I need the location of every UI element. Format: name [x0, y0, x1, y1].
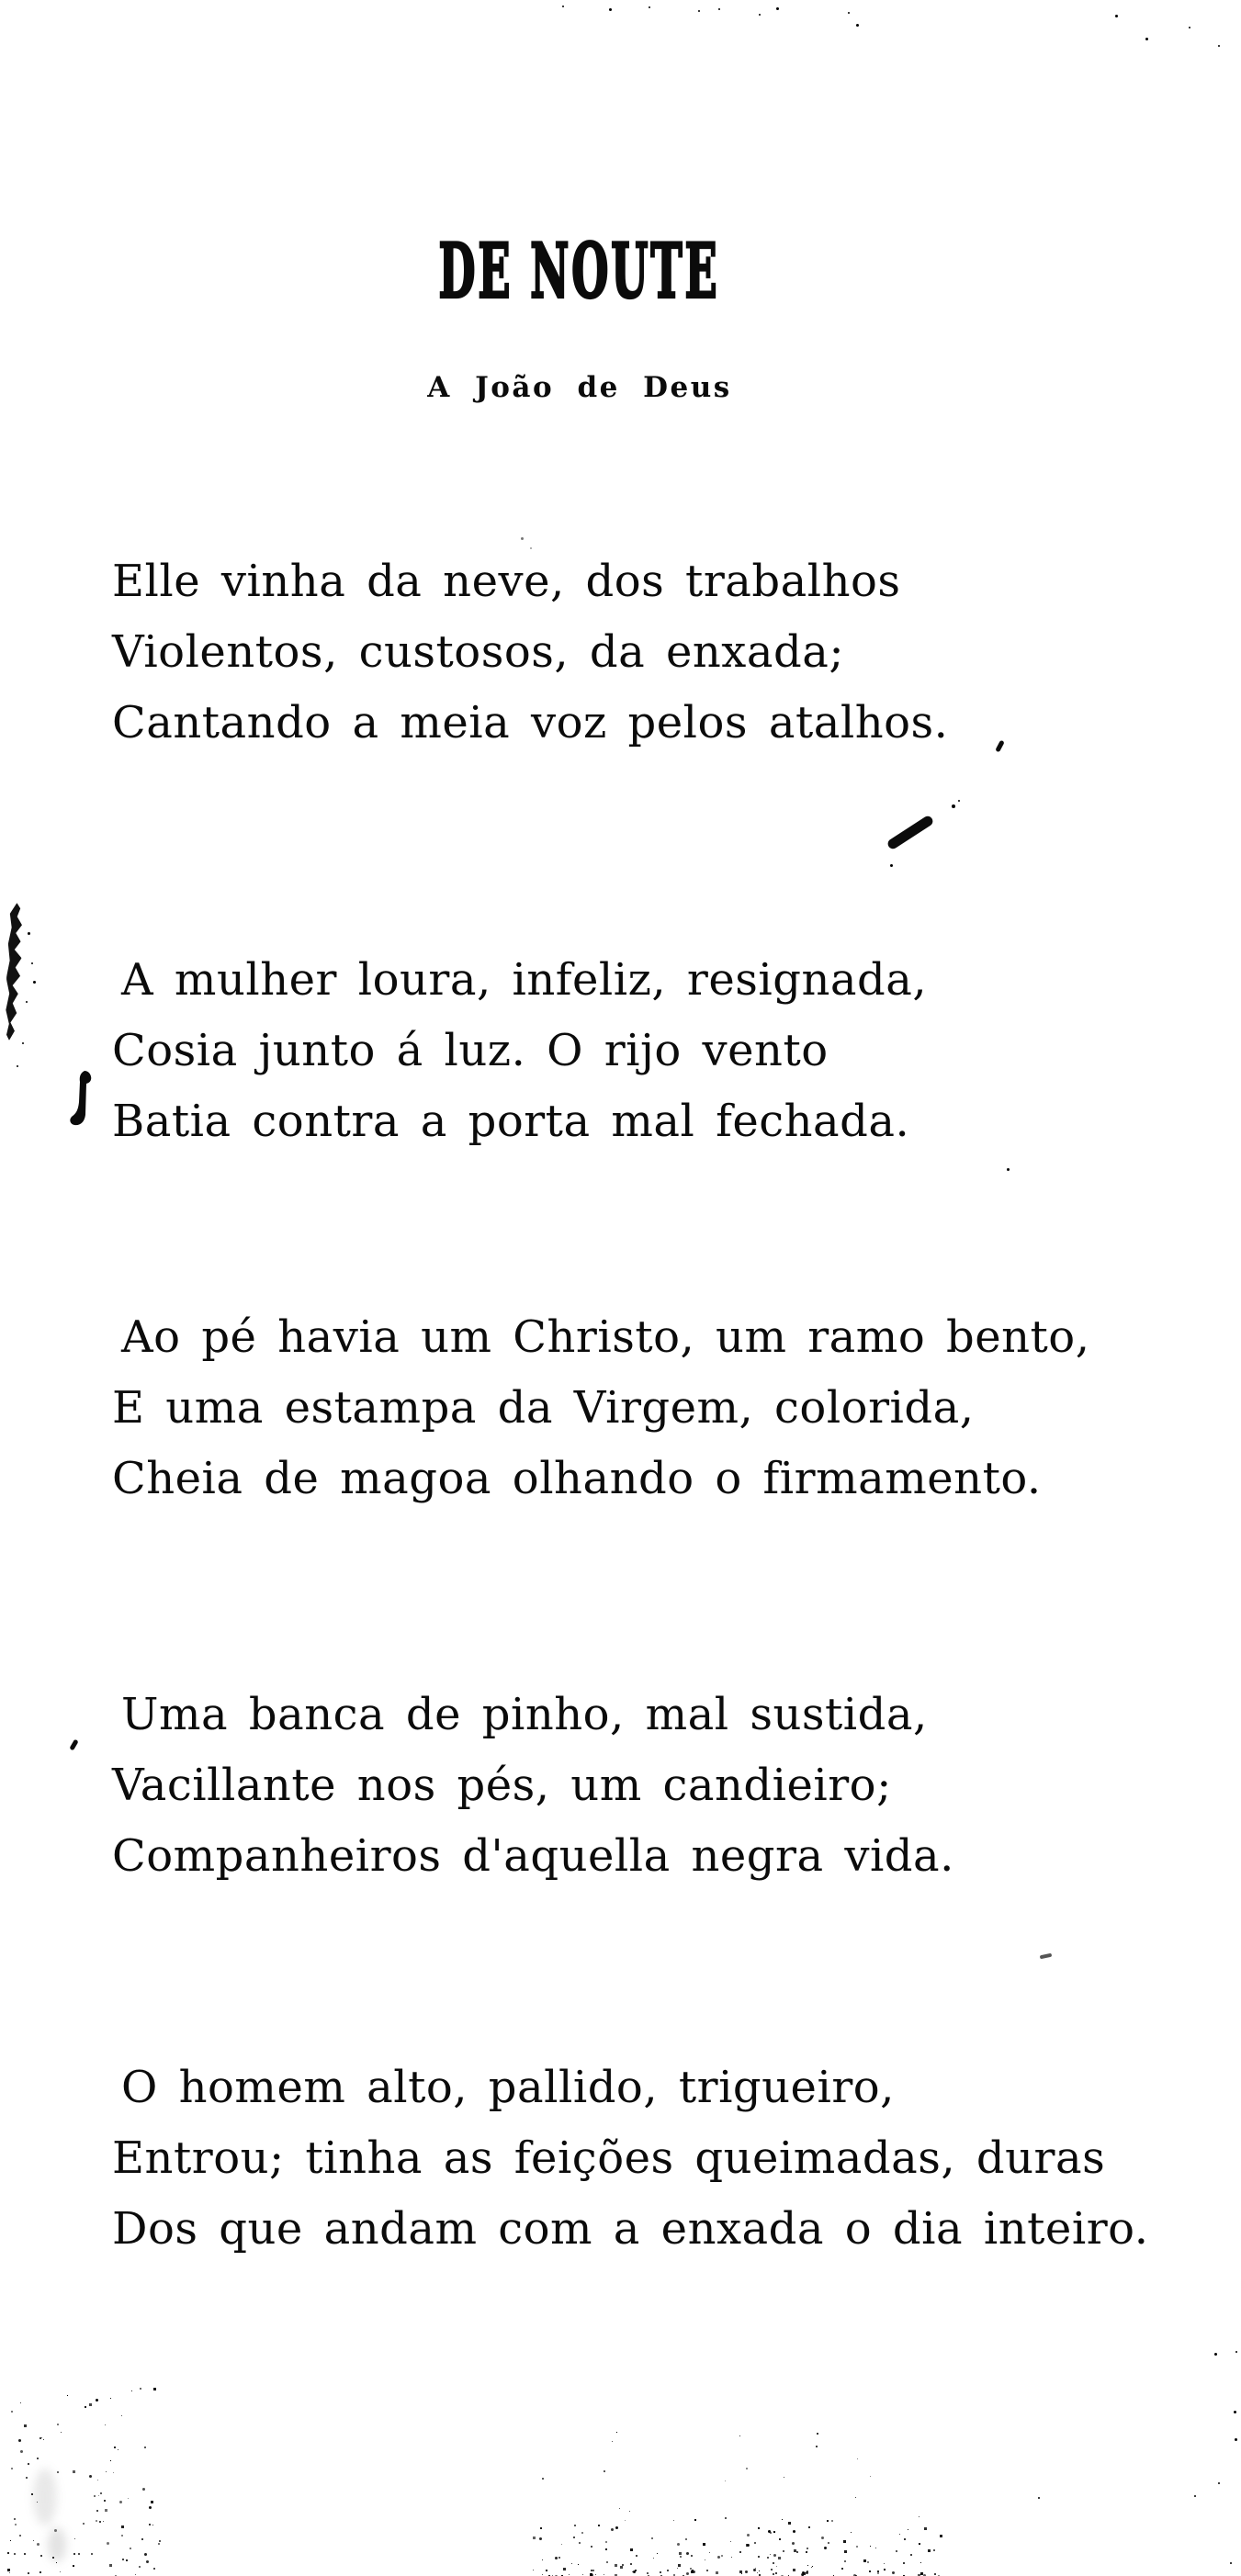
noise-dot [647, 2572, 649, 2574]
speck [952, 804, 955, 808]
ink-tick-mark [995, 740, 1005, 753]
poem-line: Cheia de magoa olhando o firmamento. [112, 1453, 1042, 1504]
noise-dot [794, 2549, 796, 2552]
noise-dot [625, 2520, 626, 2521]
noise-dot [598, 2525, 600, 2526]
noise-dot [896, 2550, 897, 2552]
speck [776, 7, 779, 10]
noise-dot [119, 2501, 122, 2503]
noise-dot [142, 2488, 145, 2491]
noise-dot [759, 2570, 760, 2571]
noise-dot [100, 2492, 102, 2494]
noise-dot [612, 2441, 613, 2442]
noise-dot [563, 2568, 566, 2570]
noise-dot [783, 2550, 784, 2552]
noise-dot [934, 2573, 936, 2575]
noise-dot [870, 2476, 871, 2477]
corner-smudge [33, 2469, 57, 2525]
noise-dot [806, 2571, 808, 2574]
noise-dot [128, 2498, 129, 2499]
noise-dot [651, 2537, 653, 2539]
noise-dot [808, 2526, 810, 2528]
noise-dot [725, 2517, 727, 2519]
noise-dot [26, 2477, 28, 2479]
poem-line: Uma banca de pinho, mal sustida, [121, 1689, 928, 1740]
noise-dot [149, 2506, 152, 2509]
noise-dot [581, 2532, 583, 2534]
noise-dot [605, 2541, 607, 2543]
speck [1218, 45, 1220, 47]
speck [1235, 2351, 1237, 2353]
noise-dot [57, 2471, 59, 2473]
noise-dot [757, 2572, 758, 2573]
noise-dot [146, 2560, 149, 2563]
noise-dot [678, 2564, 681, 2567]
stanza-4 [112, 1680, 954, 1892]
noise-dot [110, 2398, 111, 2399]
noise-dot [11, 2411, 13, 2413]
noise-dot [139, 2566, 141, 2568]
noise-dot [920, 2562, 921, 2563]
noise-dot [590, 2573, 592, 2576]
noise-dot [91, 2553, 93, 2555]
noise-dot [153, 2388, 156, 2390]
noise-dot [144, 2553, 147, 2556]
noise-dot [52, 2557, 54, 2559]
noise-dot [745, 2570, 748, 2573]
noise-dot [94, 2495, 96, 2497]
noise-dot [869, 2570, 871, 2572]
speck [609, 8, 612, 11]
noise-dot [691, 2555, 693, 2557]
noise-dot [140, 2388, 141, 2390]
noise-dot [892, 2571, 895, 2574]
noise-dot [758, 2527, 760, 2529]
noise-dot [571, 2563, 572, 2564]
noise-dot [806, 2551, 807, 2553]
noise-dot [37, 2543, 39, 2546]
noise-dot [158, 2543, 160, 2545]
stanza-5 [112, 2053, 1148, 2265]
noise-dot [591, 2546, 592, 2548]
noise-dot [824, 2547, 827, 2549]
noise-dot [7, 2569, 10, 2571]
noise-dot [606, 2561, 608, 2563]
noise-dot [746, 2544, 749, 2547]
noise-dot [630, 2548, 633, 2551]
noise-dot [57, 2424, 59, 2425]
noise-dot [558, 2557, 560, 2559]
noise-dot [104, 2500, 106, 2502]
noise-dot [693, 2570, 695, 2573]
noise-dot [773, 2554, 776, 2557]
margin-ink-blot [68, 1071, 99, 1126]
noise-dot [739, 2551, 741, 2553]
speck [848, 12, 850, 14]
noise-dot [595, 2574, 596, 2575]
corner-smudge [48, 2527, 66, 2562]
noise-dot [679, 2552, 682, 2555]
speck [759, 14, 761, 16]
noise-dot [778, 2557, 781, 2559]
noise-dot [539, 2537, 542, 2540]
noise-dot [604, 2470, 605, 2472]
noise-dot [114, 2447, 116, 2448]
noise-dot [151, 2501, 153, 2503]
noise-dot [11, 2468, 13, 2469]
noise-dot [130, 2548, 131, 2549]
speck [521, 537, 524, 540]
noise-dot [20, 2402, 21, 2403]
noise-dot [15, 2524, 17, 2525]
noise-dot [14, 2518, 16, 2520]
noise-dot [758, 2556, 760, 2558]
speck [530, 547, 532, 549]
noise-dot [28, 2572, 29, 2574]
noise-dot [40, 2555, 42, 2557]
speck [1235, 2438, 1237, 2441]
speck [718, 8, 720, 10]
noise-dot [131, 2390, 132, 2391]
noise-dot [629, 2511, 630, 2512]
noise-dot [616, 2432, 617, 2433]
noise-dot [14, 2553, 16, 2555]
speck [816, 2446, 818, 2447]
noise-dot [677, 2543, 680, 2546]
noise-dot [96, 2520, 97, 2522]
poem-line: Vacillante nos pés, um candieiro; [112, 1760, 892, 1811]
noise-dot [619, 2508, 620, 2509]
noise-dot [877, 2572, 879, 2574]
noise-dot [73, 2565, 74, 2567]
noise-dot [121, 2535, 123, 2537]
noise-dot [96, 2399, 98, 2402]
noise-dot [24, 2553, 26, 2555]
speck [562, 6, 564, 7]
noise-dot [773, 2562, 774, 2564]
noise-dot [103, 2521, 104, 2522]
noise-dot [899, 2534, 900, 2535]
noise-dot [667, 2570, 669, 2571]
noise-dot [673, 2520, 674, 2521]
noise-dot [582, 2574, 583, 2575]
speck [1189, 27, 1190, 28]
noise-dot [877, 2570, 879, 2572]
noise-dot [753, 2569, 756, 2571]
speck [22, 1042, 24, 1044]
poem-dedication: A João de Deus [427, 371, 732, 404]
noise-dot [105, 2509, 107, 2512]
poem-line: O homem alto, pallido, trigueiro, [121, 2062, 895, 2113]
noise-dot [89, 2475, 92, 2478]
noise-dot [657, 2553, 658, 2554]
speck [31, 962, 33, 964]
noise-dot [578, 2564, 579, 2565]
noise-dot [579, 2542, 581, 2544]
speck [856, 24, 859, 27]
noise-dot [660, 2571, 661, 2573]
noise-dot [793, 2569, 795, 2571]
noise-dot [542, 2574, 543, 2575]
noise-dot [149, 2524, 151, 2525]
noise-dot [775, 2572, 777, 2574]
noise-dot [716, 2571, 718, 2574]
noise-dot [767, 2557, 769, 2559]
noise-dot [33, 2540, 34, 2541]
noise-dot [159, 2540, 161, 2542]
noise-dot [747, 2534, 750, 2537]
noise-dot [793, 2530, 795, 2533]
noise-dot [782, 2519, 783, 2520]
speck [1218, 2482, 1220, 2484]
noise-dot [773, 2531, 775, 2533]
noise-dot [19, 2535, 21, 2537]
noise-dot [768, 2530, 771, 2533]
noise-dot [770, 2554, 771, 2555]
noise-dot [85, 2406, 86, 2408]
noise-dot [694, 2519, 696, 2521]
noise-dot [741, 2573, 742, 2574]
noise-dot [771, 2569, 773, 2570]
noise-dot [107, 2542, 109, 2545]
speck [649, 6, 650, 8]
noise-dot [122, 2559, 124, 2560]
noise-dot [776, 2566, 777, 2567]
noise-dot [924, 2527, 927, 2530]
speck [890, 864, 893, 867]
title-row [0, 228, 1159, 316]
noise-dot [620, 2566, 623, 2569]
noise-dot [569, 2574, 570, 2575]
speck [958, 800, 960, 802]
stanza-3 [112, 1302, 1089, 1514]
noise-dot [41, 2437, 42, 2438]
speck [1230, 2562, 1232, 2564]
noise-dot [709, 2552, 710, 2553]
speck [1214, 2353, 1217, 2356]
noise-dot [573, 2537, 575, 2538]
noise-dot [843, 2540, 846, 2543]
noise-dot [739, 2435, 740, 2436]
noise-dot [546, 2570, 547, 2571]
speck [1007, 1168, 1010, 1171]
noise-dot [540, 2527, 542, 2529]
noise-dot [653, 2558, 654, 2559]
noise-dot [841, 2568, 843, 2570]
noise-dot [680, 2556, 682, 2558]
noise-dot [630, 2563, 632, 2565]
poem-line: Companheiros d'aquella negra vida. [112, 1830, 954, 1882]
noise-dot [821, 2537, 824, 2539]
noise-dot [856, 2546, 858, 2548]
noise-dot [940, 2535, 942, 2537]
poem-line: Ao pé havia um Christo, um ramo bento, [121, 1311, 1090, 1363]
stanza-1 [112, 546, 948, 759]
poem-line: Violentos, custosos, da enxada; [112, 626, 844, 678]
poem-line: Entrou; tinha as feições queimadas, duras [112, 2132, 1106, 2184]
noise-dot [831, 2520, 833, 2522]
speck [698, 10, 700, 12]
noise-dot [533, 2537, 536, 2539]
speck [26, 1001, 28, 1003]
noise-dot [31, 2493, 33, 2495]
noise-dot [828, 2542, 829, 2544]
noise-dot [904, 2538, 906, 2540]
poem-line: Cantando a meia voz pelos atalhos. [112, 697, 949, 748]
noise-dot [706, 2570, 708, 2571]
ink-tick-mark [69, 1739, 78, 1751]
noise-dot [615, 2564, 617, 2567]
speck [1234, 2411, 1236, 2413]
noise-dot [677, 2568, 678, 2569]
noise-dot [28, 2463, 29, 2465]
noise-dot [121, 2525, 124, 2528]
noise-dot [686, 2552, 689, 2555]
noise-dot [61, 2432, 62, 2433]
noise-dot [99, 2521, 101, 2523]
noise-dot [110, 2460, 111, 2461]
noise-dot [105, 2424, 106, 2425]
noise-dot [56, 2562, 57, 2563]
speck [17, 1065, 18, 1067]
noise-dot [857, 2458, 858, 2459]
poem-line: Elle vinha da neve, dos trabalhos [112, 556, 901, 607]
poem-line: Cosia junto á luz. O rijo vento [112, 1025, 829, 1076]
noise-dot [109, 2564, 112, 2567]
noise-dot [73, 2553, 75, 2555]
poem-line: Batia contra a porta mal fechada. [112, 1096, 910, 1147]
noise-dot [779, 2538, 781, 2540]
speck [1038, 2497, 1040, 2499]
noise-dot [725, 2480, 726, 2481]
noise-dot [773, 2573, 774, 2575]
noise-dot [78, 2553, 80, 2555]
noise-dot [141, 2538, 143, 2540]
noise-dot [933, 2549, 935, 2551]
noise-dot [721, 2555, 723, 2557]
noise-dot [903, 2562, 905, 2564]
noise-dot [844, 2550, 847, 2553]
noise-dot [807, 2548, 808, 2549]
noise-dot [884, 2569, 886, 2570]
noise-dot [717, 2556, 720, 2559]
noise-dot [10, 2540, 11, 2541]
noise-dot [817, 2433, 818, 2435]
noise-dot [884, 2563, 885, 2564]
noise-dot [855, 2497, 856, 2498]
noise-dot [851, 2532, 852, 2533]
noise-dot [67, 2395, 68, 2396]
noise-dot [561, 2544, 562, 2545]
poem-line: Dos que andam com a enxada o dia inteiro. [112, 2203, 1149, 2255]
noise-dot [685, 2538, 687, 2540]
noise-dot [43, 2439, 44, 2440]
noise-dot [7, 2552, 9, 2554]
noise-dot [739, 2570, 742, 2573]
speck [1115, 15, 1118, 17]
noise-dot [60, 2571, 61, 2572]
noise-dot [615, 2526, 618, 2529]
speck [1194, 2495, 1196, 2497]
noise-dot [605, 2548, 607, 2550]
noise-dot [83, 2523, 85, 2525]
noise-dot [870, 2546, 871, 2547]
noise-dot [98, 2495, 99, 2496]
noise-dot [746, 2468, 748, 2469]
noise-dot [20, 2450, 23, 2453]
ink-flourish-mark [886, 815, 935, 851]
noise-dot [106, 2471, 107, 2472]
noise-dot [730, 2541, 731, 2542]
noise-dot [703, 2543, 705, 2546]
noise-dot [74, 2538, 75, 2539]
noise-dot [807, 2565, 808, 2566]
noise-dot [633, 2570, 636, 2573]
noise-dot [24, 2424, 27, 2427]
noise-dot [792, 2542, 795, 2545]
speck [1145, 38, 1148, 40]
noise-dot [731, 2557, 732, 2558]
noise-dot [9, 2572, 10, 2573]
noise-dot [574, 2525, 576, 2526]
noise-dot [928, 2549, 931, 2552]
stanza-2 [112, 945, 927, 1157]
dedication-row [0, 371, 1159, 404]
poem-title: DE NOUTE [438, 228, 721, 316]
noise-dot [811, 2567, 812, 2568]
noise-dot [153, 2568, 155, 2570]
noise-dot [126, 2559, 128, 2561]
noise-dot [827, 2520, 829, 2522]
noise-dot [622, 2564, 624, 2566]
noise-dot [542, 2559, 543, 2560]
noise-dot [788, 2522, 791, 2525]
noise-dot [611, 2528, 614, 2531]
speck [33, 981, 36, 984]
noise-dot [686, 2572, 689, 2575]
noise-dot [96, 2510, 98, 2512]
noise-dot [135, 2574, 136, 2575]
noise-dot [863, 2559, 866, 2562]
noise-dot [754, 2542, 756, 2544]
noise-dot [73, 2470, 75, 2473]
noise-dot [18, 2439, 21, 2442]
noise-dot [39, 2571, 41, 2573]
poem-line: A mulher loura, infeliz, resignada, [121, 954, 928, 1006]
left-edge-ink-streak [4, 903, 23, 1041]
noise-dot [910, 2554, 912, 2556]
noise-dot [89, 2403, 92, 2406]
noise-dot [542, 2478, 544, 2480]
noise-dot [636, 2555, 637, 2557]
ink-tick-mark [1040, 1953, 1053, 1960]
noise-dot [144, 2447, 146, 2448]
noise-dot [844, 2560, 846, 2562]
noise-dot [592, 2570, 594, 2571]
speck [28, 932, 30, 935]
noise-dot [113, 2472, 114, 2473]
noise-dot [37, 2458, 39, 2459]
noise-dot [121, 2415, 122, 2416]
noise-dot [867, 2561, 869, 2563]
noise-dot [919, 2543, 920, 2545]
poem-line: E uma estampa da Virgem, colorida, [112, 1382, 975, 1434]
